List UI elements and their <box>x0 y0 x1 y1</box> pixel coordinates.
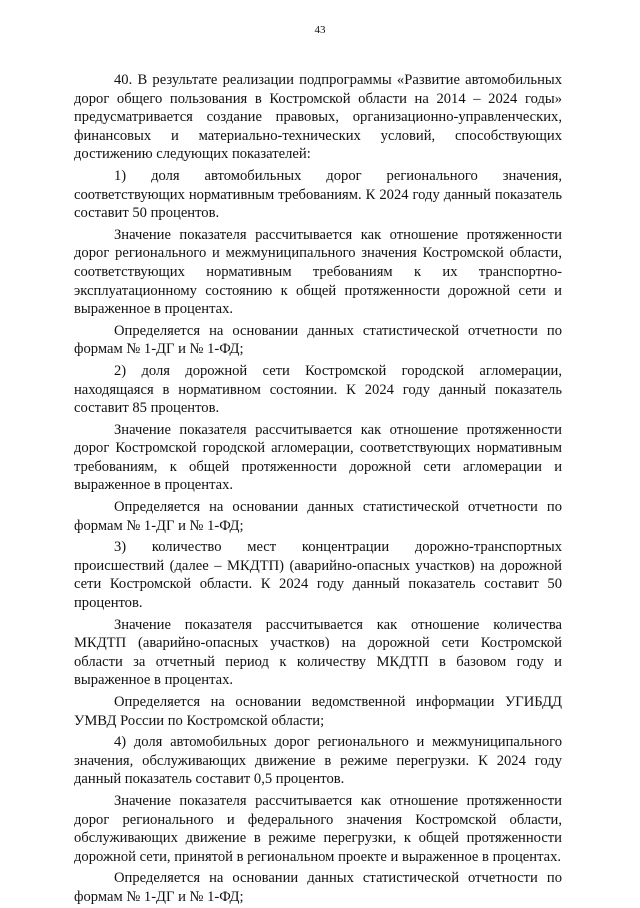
paragraph-indicator-1-calculation: Значение показателя рассчитывается как отношение протяженности дорог регионального и межмуниципального значения Костромской области, соответствующих нормативным требованиям к их транспортно-эксплуатационному состоянию к общей протяженности дорожной сети и выраженное в процентах. <box>74 226 562 318</box>
page-body <box>74 71 562 908</box>
paragraph-indicator-2-calculation: Значение показателя рассчитывается как отношение протяженности дорог Костромской городской агломерации, соответствующих нормативным требованиям, к общей протяженности дорожной сети агломерации и выраженное в процентах. <box>74 421 562 494</box>
paragraph-indicator-4-calculation: Значение показателя рассчитывается как отношение протяженности дорог регионального и федерального значения Костромской области, обслуживающих движение в режиме перегрузки, к общей протяженности дорожной сети, принятой в региональном проекте и выраженное в процентах. <box>74 792 562 865</box>
paragraph-indicator-4-source: Определяется на основании данных статистической отчетности по формам № 1-ДГ и № 1-ФД; <box>74 870 562 905</box>
page-number: 43 <box>314 24 326 36</box>
paragraph-item-40-intro: 40. В результате реализации подпрограммы «Развитие автомобильных дорог общего пользования в Костромской области на 2014 – 2024 годы» предусматривается создание правовых, организационно-управленческих, финансовых и материально-технических условий, способствующих достижению следующих показателей: <box>74 72 562 163</box>
paragraph-indicator-3-calculation: Значение показателя рассчитывается как отношение количества МКДТП (аварийно-опасных участков) на дорожной сети Костромской области за отчетный период к количеству МКДТП в базовом году и выраженное в процентах. <box>74 616 562 689</box>
paragraph-indicator-4: 4) доля автомобильных дорог регионального и межмуниципального значения, обслуживающих движение в режиме перегрузки. К 2024 году данный показатель составит 0,5 процентов. <box>74 734 562 788</box>
paragraph-indicator-1-source: Определяется на основании данных статистической отчетности по формам № 1-ДГ и № 1-ФД; <box>74 322 562 358</box>
paragraph-indicator-3: 3) количество мест концентрации дорожно-транспортных происшествий (далее – МКДТП) (аварийно-опасных участков) на дорожной сети Костромской области. К 2024 году данный показатель составит 50 процентов. <box>74 539 562 612</box>
paragraph-indicator-3-source: Определяется на основании ведомственной информации УГИБДД УМВД России по Костромской области; <box>74 694 562 729</box>
paragraph-indicator-2-source: Определяется на основании данных статистической отчетности по формам № 1-ДГ и № 1-ФД; <box>74 499 562 534</box>
paragraph-indicator-1: 1) доля автомобильных дорог регионального значения, соответствующих нормативным требованиям. К 2024 году данный показатель составит 50 процентов. <box>74 167 562 222</box>
paragraph-indicator-2: 2) доля дорожной сети Костромской городской агломерации, находящаяся в нормативном состоянии. К 2024 году данный показатель составит 85 процентов. <box>74 362 562 417</box>
